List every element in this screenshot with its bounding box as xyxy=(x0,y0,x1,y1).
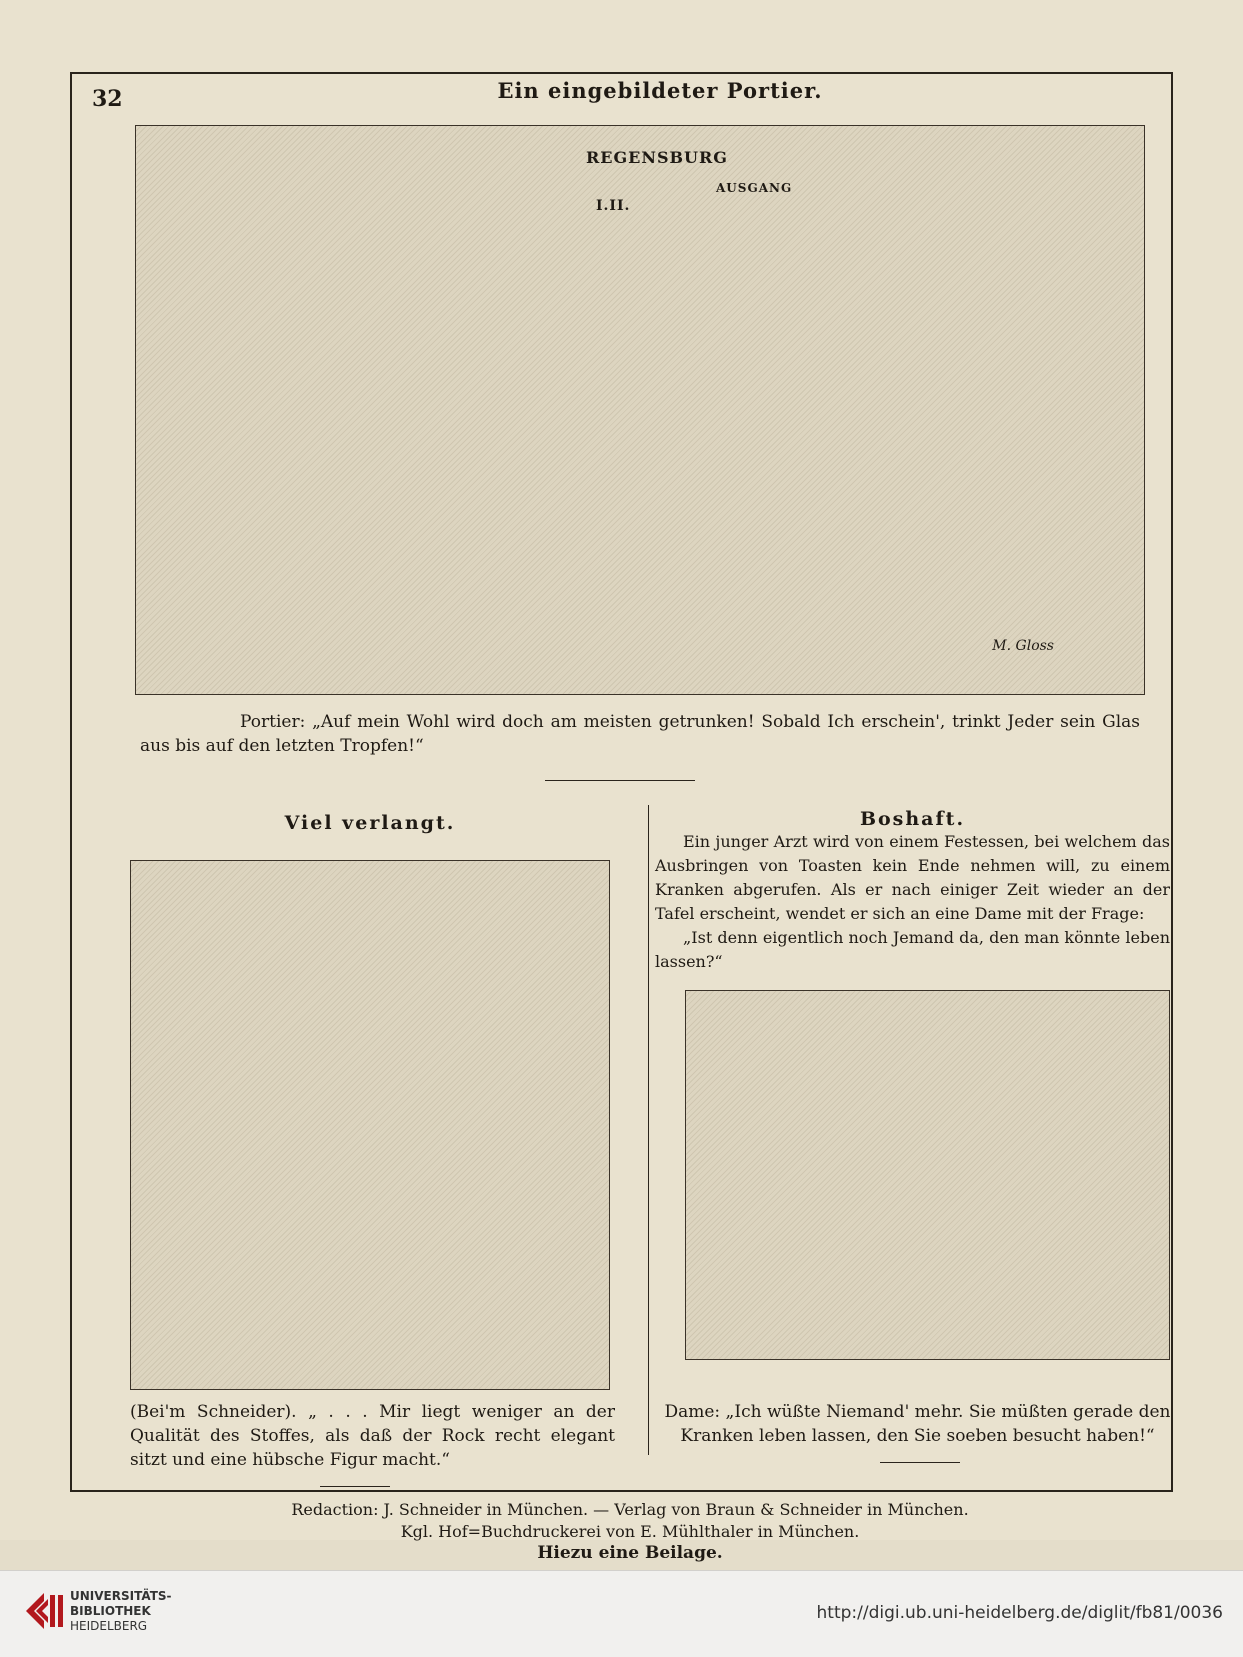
top-caption: Portier: „Auf mein Wohl wird doch am meisten getrunken! Sobald Ich erschein', trinkt Jeder sein Glas aus bis auf den letzten Tropfen!“ xyxy=(140,712,1140,756)
library-name-line3: HEIDELBERG xyxy=(70,1619,148,1633)
right-paragraph-1: Ein junger Arzt wird von einem Festessen, bei welchem das Ausbringen von Toasten kein Ende nehmen will, zu einem Kranken abgerufen. Als er nach einiger Zeit wieder an der Tafel erscheint, wendet er sich an eine Dame mit der Frage: xyxy=(655,832,1170,923)
divider-left xyxy=(320,1486,390,1487)
footer-redaction: Redaction: J. Schneider in München. — Verlag von Braun & Schneider in München. xyxy=(291,1500,969,1519)
left-caption: (Bei'm Schneider). „ . . . Mir liegt weniger an der Qualität des Stoffes, als daß der Rock recht elegant sitzt und eine hübsche Figur macht.“ xyxy=(130,1402,615,1470)
footer-supplement: Hiezu eine Beilage. xyxy=(537,1543,723,1563)
left-title: Viel verlangt. xyxy=(284,812,456,834)
illustration-portier xyxy=(135,125,1145,695)
sign-ausgang: AUSGANG xyxy=(716,181,793,195)
divider-top xyxy=(545,780,695,781)
library-name[interactable] xyxy=(70,1589,172,1634)
university-library-logo-icon xyxy=(22,1587,66,1635)
artist-signature: M. Gloss xyxy=(992,638,1054,654)
right-body xyxy=(655,830,1170,974)
sign-regensburg: REGENSBURG xyxy=(586,148,728,167)
column-divider xyxy=(648,805,649,1455)
library-footer-bar xyxy=(0,1570,1243,1657)
page-number: 32 xyxy=(92,86,123,112)
library-name-line2: BIBLIOTHEK xyxy=(70,1604,151,1618)
illustration-banquet xyxy=(685,990,1170,1360)
right-caption: Dame: „Ich wüßte Niemand' mehr. Sie müßten gerade den Kranken leben lassen, den Sie soeben besucht haben!“ xyxy=(664,1402,1171,1446)
right-title: Boshaft. xyxy=(859,808,966,830)
right-paragraph-2: „Ist denn eigentlich noch Jemand da, den man könnte leben lassen?“ xyxy=(655,928,1170,971)
page-title: Ein eingebildeter Portier. xyxy=(497,78,823,103)
library-name-line1: UNIVERSITÄTS- xyxy=(70,1589,172,1603)
footer-printer: Kgl. Hof=Buchdruckerei von E. Mühlthaler in München. xyxy=(400,1522,860,1541)
illustration-tailor xyxy=(130,860,610,1390)
permalink-url[interactable]: http://digi.ub.uni-heidelberg.de/diglit/fb81/0036 xyxy=(816,1603,1223,1623)
sign-class: I.II. xyxy=(596,198,631,214)
divider-right xyxy=(880,1462,960,1463)
